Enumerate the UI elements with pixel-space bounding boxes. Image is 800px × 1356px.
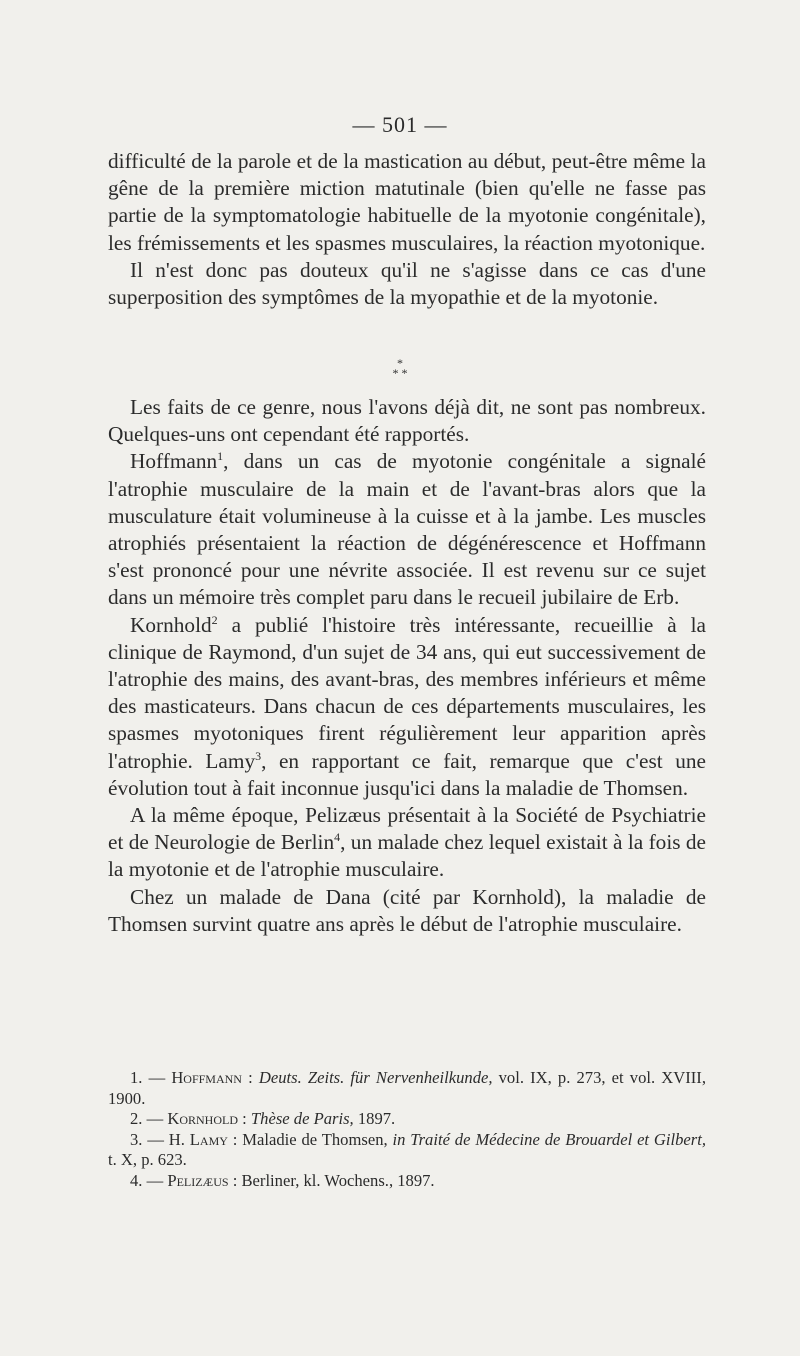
footnote-2-author: Kornhold — [167, 1109, 238, 1128]
paragraph-6 — [108, 802, 706, 884]
footnote-2-title: Thèse de Paris, — [250, 1109, 354, 1128]
paragraph-5 — [108, 612, 706, 802]
text-block-main — [108, 394, 706, 938]
p6-text: A la même époque, Pelizæus présentait à la Société de Psychiatrie et de Neurologie de Berlin — [108, 803, 706, 855]
footnote-1-number: 1. — — [130, 1068, 172, 1087]
footnote-ref-1: 1 — [217, 449, 224, 464]
text-block-top — [108, 148, 706, 311]
footnote-3-title: in Traité de Médecine de Brouardel et Gilbert, — [392, 1129, 706, 1149]
footnote-4-author: Pelizæus — [167, 1170, 229, 1190]
footnote-1-separator: : — [241, 1068, 259, 1087]
footnote-2 — [108, 1109, 706, 1130]
footnotes — [108, 1068, 706, 1191]
footnote-1 — [108, 1068, 706, 1109]
p5-text: a publié l'histoire très intéressante, recueillie à la clinique de Raymond, d'un sujet de 34 ans, qui eut successivement de l'atrophie des mains, des avant-bras, des membres inférieurs et même des masticateurs. Dans chacun de ces départements musculaires, les spasmes myotoniques firent régulièrement leur apparition après l'atrophie. Lamy — [108, 612, 706, 773]
footnote-4-rest: : Berliner, kl. Wochens., 1897. — [228, 1170, 435, 1190]
footnote-3-initial: H. — [168, 1129, 190, 1149]
footnote-2-rest: 1897. — [353, 1109, 396, 1128]
paragraph-1: difficulté de la parole et de la mastication au début, peut-être même la gêne de la première miction matutinale (bien qu'elle ne fasse pas partie de la symptomatologie habituelle de la myotonie congénitale), les frémissements et les spasmes musculaires, la réaction myotonique. — [108, 149, 706, 255]
footnote-1-rest: vol. IX, p. 273, et vol. XVIII, 1900. — [108, 1068, 706, 1108]
section-asterism — [383, 358, 417, 378]
asterism-bottom: * * — [392, 366, 408, 380]
paragraph-2: Il n'est donc pas douteux qu'il ne s'agisse dans ce cas d'une superposition des symptômes de la myopathie et de la myotonie. — [108, 257, 706, 310]
footnote-ref-3: 3 — [255, 748, 262, 763]
paragraph-7: Chez un malade de Dana (cité par Kornhold), la maladie de Thomsen survint quatre ans après le début de l'atrophie musculaire. — [108, 884, 706, 936]
footnote-3-pre: : Maladie de Thomsen, — [227, 1129, 393, 1149]
footnote-2-separator: : — [238, 1109, 251, 1128]
footnote-4 — [108, 1171, 706, 1192]
p4-author: Hoffmann — [130, 449, 218, 474]
footnote-4-number: 4. — — [130, 1170, 168, 1190]
footnote-2-number: 2. — — [130, 1109, 168, 1128]
footnote-1-title: Deuts. Zeits. für Nervenheilkunde, — [258, 1068, 493, 1087]
footnote-3-number: 3. — — [130, 1129, 169, 1149]
p5-text-end: , en rapportant ce fait, remarque que c'est une évolution tout à fait inconnue jusqu'ici dans la maladie de Thomsen. — [108, 748, 706, 800]
footnote-3 — [108, 1130, 706, 1171]
asterism-top: * — [397, 356, 403, 370]
page-number: — 501 — — [352, 112, 448, 137]
p5-author: Kornhold — [130, 612, 212, 637]
footnote-1-author: Hoffmann — [171, 1068, 242, 1087]
footnote-ref-2: 2 — [211, 612, 218, 627]
paragraph-4 — [108, 448, 706, 611]
p4-text: , dans un cas de myotonie congénitale a signalé l'atrophie musculaire de la main et de l'avant-bras alors que la musculature était volumineuse à la cuisse et à la jambe. Les muscles atrophiés présentaient la réaction de dégénérescence et Hoffmann s'est prononcé pour une névrite associée. Il est revenu sur ce sujet dans un mémoire très complet paru dans le recueil jubilaire de Erb. — [108, 449, 706, 610]
footnote-ref-4: 4 — [334, 830, 341, 845]
paragraph-3: Les faits de ce genre, nous l'avons déjà dit, ne sont pas nombreux. Quelques-uns ont cependant été rapportés. — [108, 395, 706, 447]
p6-text-end: , un malade chez lequel existait à la fois de la myotonie et de l'atrophie musculaire. — [108, 830, 707, 882]
footnote-3-author: Lamy — [189, 1129, 228, 1149]
footnote-3-rest: t. X, p. 623. — [108, 1150, 187, 1169]
